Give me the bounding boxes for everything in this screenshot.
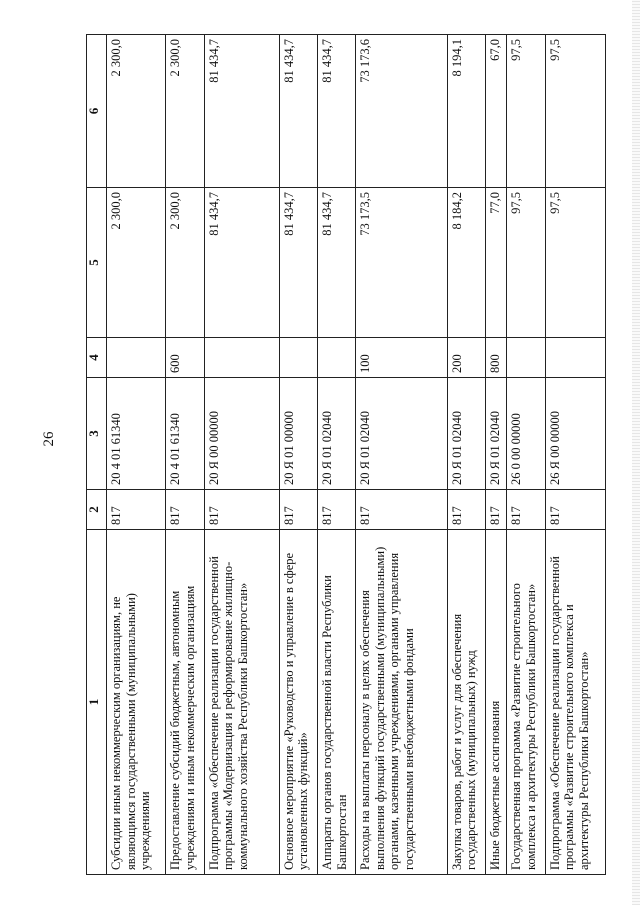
ministry-code-cell: 817 xyxy=(507,490,545,530)
target-code-cell: 26 Я 00 00000 xyxy=(545,378,605,490)
expense-type-cell xyxy=(507,338,545,378)
row-name-cell: Государственная программа «Развитие строительного комплекса и архитектуры Республики Башкортостан» xyxy=(507,530,545,875)
ministry-code-cell: 817 xyxy=(356,490,447,530)
expense-type-cell: 800 xyxy=(486,338,507,378)
ministry-code-cell: 817 xyxy=(204,490,279,530)
amount-cell-6: 97,5 xyxy=(507,35,545,188)
column-header: 2 xyxy=(87,490,107,530)
table-row xyxy=(486,35,507,875)
ministry-code-cell: 817 xyxy=(318,490,356,530)
amount-cell-6: 73 173,6 xyxy=(356,35,447,188)
ministry-code-cell: 817 xyxy=(279,490,317,530)
expense-type-cell: 100 xyxy=(356,338,447,378)
amount-cell-6: 2 300,0 xyxy=(107,35,166,188)
amount-cell-5: 81 434,7 xyxy=(279,188,317,338)
amount-cell-6: 81 434,7 xyxy=(204,35,279,188)
expense-type-cell: 200 xyxy=(447,338,485,378)
target-code-cell: 20 Я 01 02040 xyxy=(486,378,507,490)
column-header: 5 xyxy=(87,188,107,338)
ministry-code-cell: 817 xyxy=(166,490,204,530)
amount-cell-5: 8 184,2 xyxy=(447,188,485,338)
target-code-cell: 20 Я 01 02040 xyxy=(447,378,485,490)
expense-type-cell xyxy=(279,338,317,378)
ministry-code-cell: 817 xyxy=(107,490,166,530)
amount-cell-5: 97,5 xyxy=(545,188,605,338)
table-row xyxy=(204,35,279,875)
amount-cell-5: 77,0 xyxy=(486,188,507,338)
table-row xyxy=(356,35,447,875)
amount-cell-6: 81 434,7 xyxy=(279,35,317,188)
table-row xyxy=(107,35,166,875)
amount-cell-5: 2 300,0 xyxy=(107,188,166,338)
rotated-table-container xyxy=(86,35,606,875)
column-header: 1 xyxy=(87,530,107,875)
amount-cell-5: 2 300,0 xyxy=(166,188,204,338)
amount-cell-5: 73 173,5 xyxy=(356,188,447,338)
row-name-cell: Субсидии иным некоммерческим организациям, не являющимся государственными (муниципальными) учреждениями xyxy=(107,530,166,875)
row-name-cell: Аппараты органов государственной власти Республики Башкортостан xyxy=(318,530,356,875)
row-name-cell: Расходы на выплаты персоналу в целях обеспечения выполнения функций государственными (муниципальными) органами, казенными учреждениями, органами управления государственными внебюджетными фондами xyxy=(356,530,447,875)
target-code-cell: 20 Я 00 00000 xyxy=(204,378,279,490)
table-row xyxy=(318,35,356,875)
row-name-cell: Предоставление субсидий бюджетным, автономным учреждениям и иным некоммерческим организациям xyxy=(166,530,204,875)
expense-type-cell xyxy=(545,338,605,378)
target-code-cell: 20 4 01 61340 xyxy=(107,378,166,490)
target-code-cell: 20 Я 01 02040 xyxy=(356,378,447,490)
row-name-cell: Подпрограмма «Обеспечение реализации государственной программы «Модернизация и реформирование жилищно-коммунального хозяйства Республики Башкортостан» xyxy=(204,530,279,875)
target-code-cell: 26 0 00 00000 xyxy=(507,378,545,490)
ministry-code-cell: 817 xyxy=(447,490,485,530)
table-header-row xyxy=(87,35,107,875)
page-number: 26 xyxy=(41,431,57,447)
amount-cell-6: 2 300,0 xyxy=(166,35,204,188)
row-name-cell: Иные бюджетные ассигнования xyxy=(486,530,507,875)
row-name-cell: Основное мероприятие «Руководство и управление в сфере установленных функций» xyxy=(279,530,317,875)
expense-type-cell: 600 xyxy=(166,338,204,378)
target-code-cell: 20 4 01 61340 xyxy=(166,378,204,490)
amount-cell-6: 67,0 xyxy=(486,35,507,188)
expense-type-cell xyxy=(107,338,166,378)
row-name-cell: Закупка товаров, работ и услуг для обеспечения государственных (муниципальных) нужд xyxy=(447,530,485,875)
target-code-cell: 20 Я 01 02040 xyxy=(318,378,356,490)
expense-type-cell xyxy=(318,338,356,378)
table-row xyxy=(447,35,485,875)
column-header: 6 xyxy=(87,35,107,188)
table-row xyxy=(507,35,545,875)
amount-cell-6: 81 434,7 xyxy=(318,35,356,188)
table-row xyxy=(166,35,204,875)
column-header: 4 xyxy=(87,338,107,378)
amount-cell-5: 81 434,7 xyxy=(318,188,356,338)
ministry-code-cell: 817 xyxy=(486,490,507,530)
row-name-cell: Подпрограмма «Обеспечение реализации государственной программы «Развитие строительного комплекса и архитектуры Республики Башкортостан» xyxy=(545,530,605,875)
budget-table xyxy=(86,34,606,875)
amount-cell-6: 97,5 xyxy=(545,35,605,188)
ministry-code-cell: 817 xyxy=(545,490,605,530)
scan-page-edge xyxy=(632,0,640,905)
amount-cell-6: 8 194,1 xyxy=(447,35,485,188)
table-row xyxy=(545,35,605,875)
amount-cell-5: 81 434,7 xyxy=(204,188,279,338)
table-row xyxy=(279,35,317,875)
target-code-cell: 20 Я 01 00000 xyxy=(279,378,317,490)
amount-cell-5: 97,5 xyxy=(507,188,545,338)
column-header: 3 xyxy=(87,378,107,490)
expense-type-cell xyxy=(204,338,279,378)
